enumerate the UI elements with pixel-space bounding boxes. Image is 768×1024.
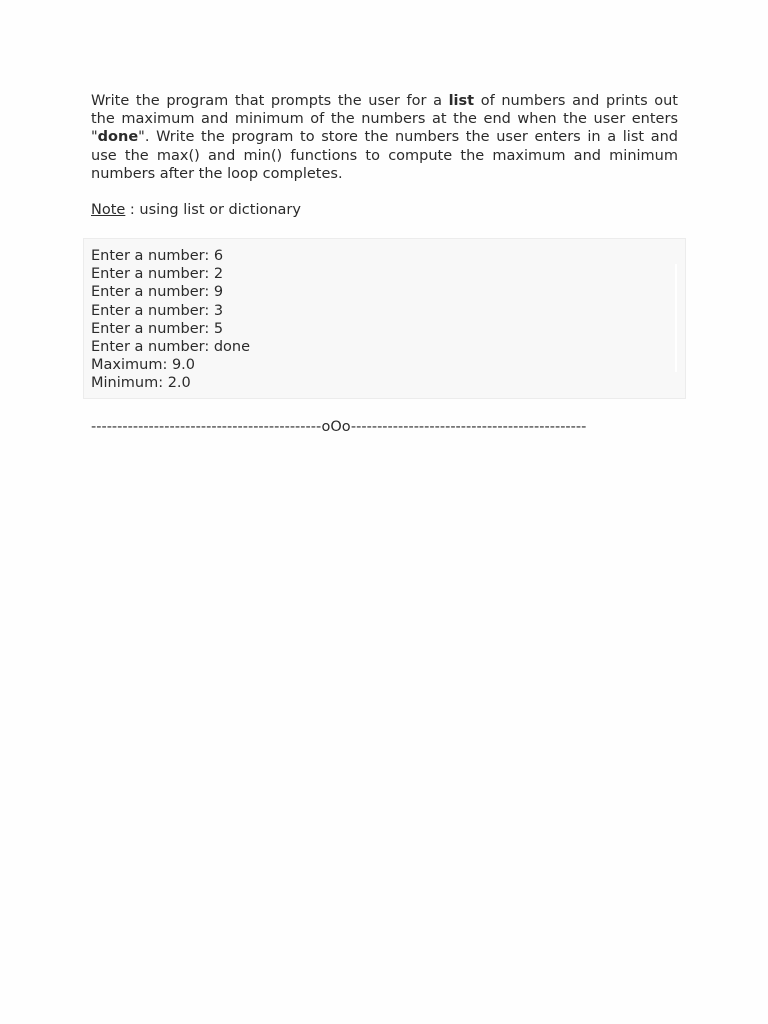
output-line: Enter a number: 3 xyxy=(91,302,224,319)
output-line: Enter a number: 2 xyxy=(91,266,224,283)
intro-bold-done: done xyxy=(97,129,139,146)
intro-text-2: of numbers and prints out the maximum and minimum of the numbers at the end when the user enters " xyxy=(91,93,678,146)
problem-statement xyxy=(91,92,678,183)
output-line: Enter a number: 6 xyxy=(91,248,224,264)
output-line: Enter a number: 5 xyxy=(91,320,224,337)
intro-bold-list: list xyxy=(448,93,475,109)
note-paragraph xyxy=(91,201,678,219)
note-label: Note xyxy=(91,202,126,219)
output-scroll-highlight xyxy=(675,264,677,372)
output-line: Enter a number: 9 xyxy=(91,284,224,301)
section-divider: --------------------------------------------oOo--------------------------------------------- xyxy=(91,419,587,435)
note-text: : using list or dictionary xyxy=(125,202,301,219)
output-line: Maximum: 9.0 xyxy=(91,357,195,374)
output-line: Enter a number: done xyxy=(91,339,251,356)
document-content xyxy=(91,92,678,219)
sample-output-box xyxy=(83,238,686,399)
intro-text-1: Write the program that prompts the user for a xyxy=(91,93,449,109)
output-line: Minimum: 2.0 xyxy=(91,375,191,392)
intro-text-3: ". Write the program to store the numbers the user enters in a list and use the max() and min() functions to compute the maximum and minimum numbers after the loop completes. xyxy=(91,129,678,182)
